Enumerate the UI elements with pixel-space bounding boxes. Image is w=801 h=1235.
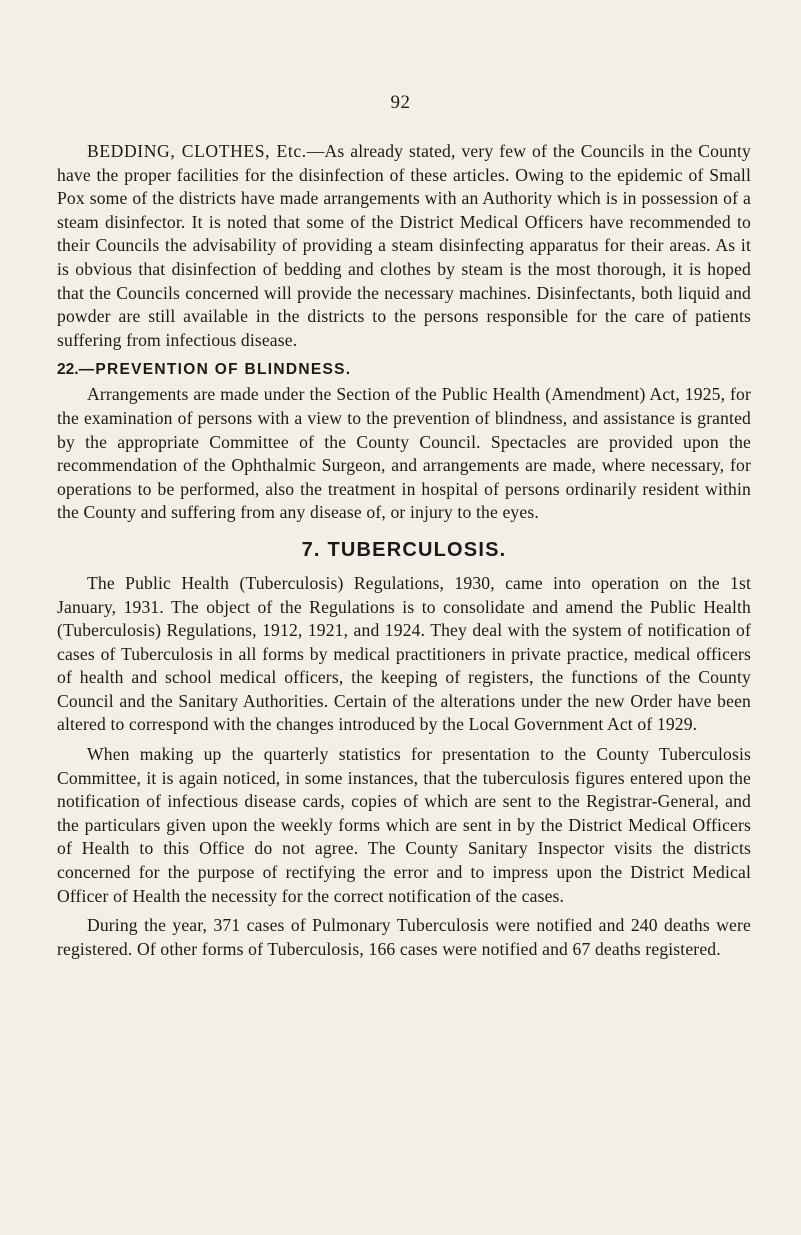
blindness-heading-text: —PREVENTION OF BLINDNESS. <box>78 361 352 379</box>
blindness-heading <box>57 361 751 379</box>
bedding-text: —As already stated, very few of the Councils in the County have the proper facilities for the disinfection of these articles. Owing to the epidemic of Small Pox some of the districts have made arrangements with an Authority which is in possession of a steam disinfector. It is noted that some of the District Medical Officers have recommended to their Councils the advisability of providing a steam disinfecting apparatus for their areas. As it is obvious that disinfection of bedding and clothes by steam is the most thorough, it is hoped that the Councils concerned will provide the necessary machines. Disinfectants, both liquid and powder are still available in the districts to the persons responsible for the care of patients suffering from infectious disease. <box>57 141 751 350</box>
page-number: 92 <box>390 92 411 113</box>
blindness-paragraph: Arrangements are made under the Section of the Public Health (Amendment) Act, 1925, for the examination of persons with a view to the prevention of blindness, and assistance is granted by the appropriate Committee of the County Council. Spectacles are provided upon the recommendation of the Ophthalmic Surgeon, and arrangements are made, where necessary, for operations to be performed, also the treatment in hospital of persons ordinarily resident within the County and suffering from any disease of, or injury to the eyes. <box>57 384 751 523</box>
tuberculosis-heading: 7. TUBERCULOSIS. <box>301 538 507 561</box>
page-content <box>57 140 751 961</box>
tuberculosis-paragraph-3: During the year, 371 cases of Pulmonary Tuberculosis were notified and 240 deaths were registered. Of other forms of Tuberculosis, 166 cases were notified and 67 deaths registered. <box>57 915 751 959</box>
bedding-paragraph <box>57 140 751 352</box>
blindness-section-number: 22. <box>57 361 79 379</box>
tuberculosis-paragraph-1: The Public Health (Tuberculosis) Regulations, 1930, came into operation on the 1st January, 1931. The object of the Regulations is to consolidate and amend the Public Health (Tuberculosis) Regulations, 1912, 1921, and 1924. They deal with the system of notification of cases of Tuberculosis in all forms by medical practitioners in private practice, medical officers of health and school medical officers, the keeping of registers, the functions of the County Council and the Sanitary Authorities. Certain of the alterations under the new Order have been altered to correspond with the changes introduced by the Local Government Act of 1929. <box>57 572 751 735</box>
tuberculosis-paragraph-2: When making up the quarterly statistics for presentation to the County Tuberculosis Committee, it is again noticed, in some instances, that the tuberculosis figures entered upon the notification of infectious disease cards, copies of which are sent to the Registrar-General, and the particulars given upon the weekly forms which are sent in by the District Medical Officers of Health to this Office do not agree. The County Sanitary Inspector visits the districts concerned for the purpose of rectifying the error and to impress upon the District Medical Officer of Health the necessity for the correct notification of the cases. <box>57 744 751 906</box>
bedding-heading: BEDDING, CLOTHES, Etc. <box>87 141 307 161</box>
